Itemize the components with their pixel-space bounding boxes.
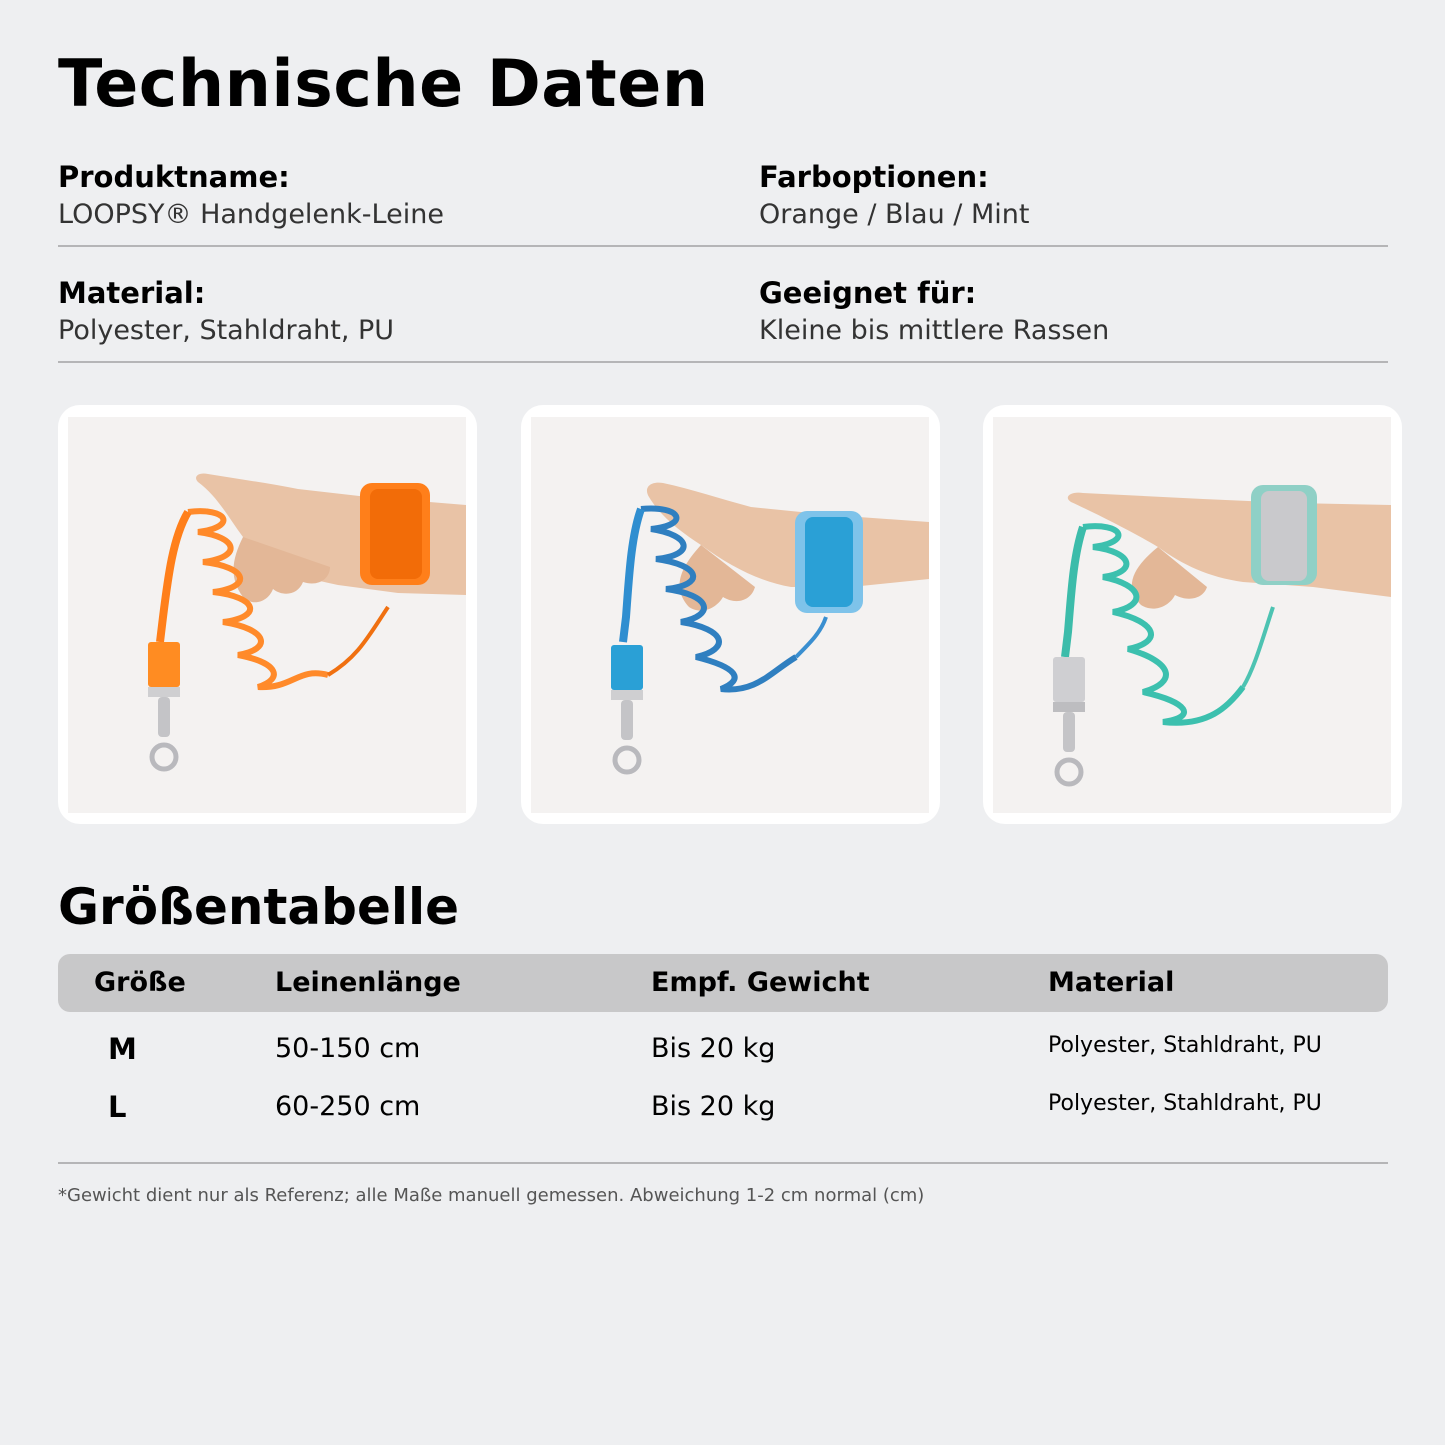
page-title: Technische Daten [58,47,709,122]
cell-material: Polyester, Stahldraht, PU [1048,1033,1322,1058]
spec-product-name [58,160,444,232]
footnote: *Gewicht dient nur als Referenz; alle Maße manuell gemessen. Abweichung 1-2 cm normal (cm) [58,1185,925,1206]
cell-weight: Bis 20 kg [651,1033,776,1064]
leash-illustration [68,417,466,813]
cell-weight: Bis 20 kg [651,1091,776,1122]
spec-row-2 [58,276,1388,363]
spec-value: Orange / Blau / Mint [759,199,1030,230]
spec-row-1 [58,160,1388,247]
header-size: Größe [94,967,186,998]
table-header [58,954,1388,1012]
spec-label: Material: [58,276,206,310]
product-photo-mint [983,405,1402,824]
header-material: Material [1048,967,1175,998]
cell-size: L [108,1090,127,1124]
leash-illustration [993,417,1391,813]
divider [58,1162,1388,1164]
size-table-title: Größentabelle [58,878,460,936]
spec-value: Polyester, Stahldraht, PU [58,315,395,346]
table-row [58,1078,1388,1136]
spec-label: Geeignet für: [759,276,977,310]
header-weight: Empf. Gewicht [651,967,870,998]
cell-material: Polyester, Stahldraht, PU [1048,1091,1322,1116]
spec-suitable [759,276,1109,348]
product-photo-blue [521,405,940,824]
table-row [58,1020,1388,1078]
cell-size: M [108,1032,137,1066]
spec-value: Kleine bis mittlere Rassen [759,315,1110,346]
header-length: Leinenlänge [275,967,461,998]
cell-length: 60-250 cm [275,1091,421,1122]
cell-length: 50-150 cm [275,1033,421,1064]
spec-material [58,276,394,348]
spec-label: Farboptionen: [759,160,989,194]
spec-value: LOOPSY® Handgelenk-Leine [58,199,444,230]
spec-colors [759,160,1029,232]
product-photo-orange [58,405,477,824]
spec-label: Produktname: [58,160,290,194]
leash-illustration [531,417,929,813]
